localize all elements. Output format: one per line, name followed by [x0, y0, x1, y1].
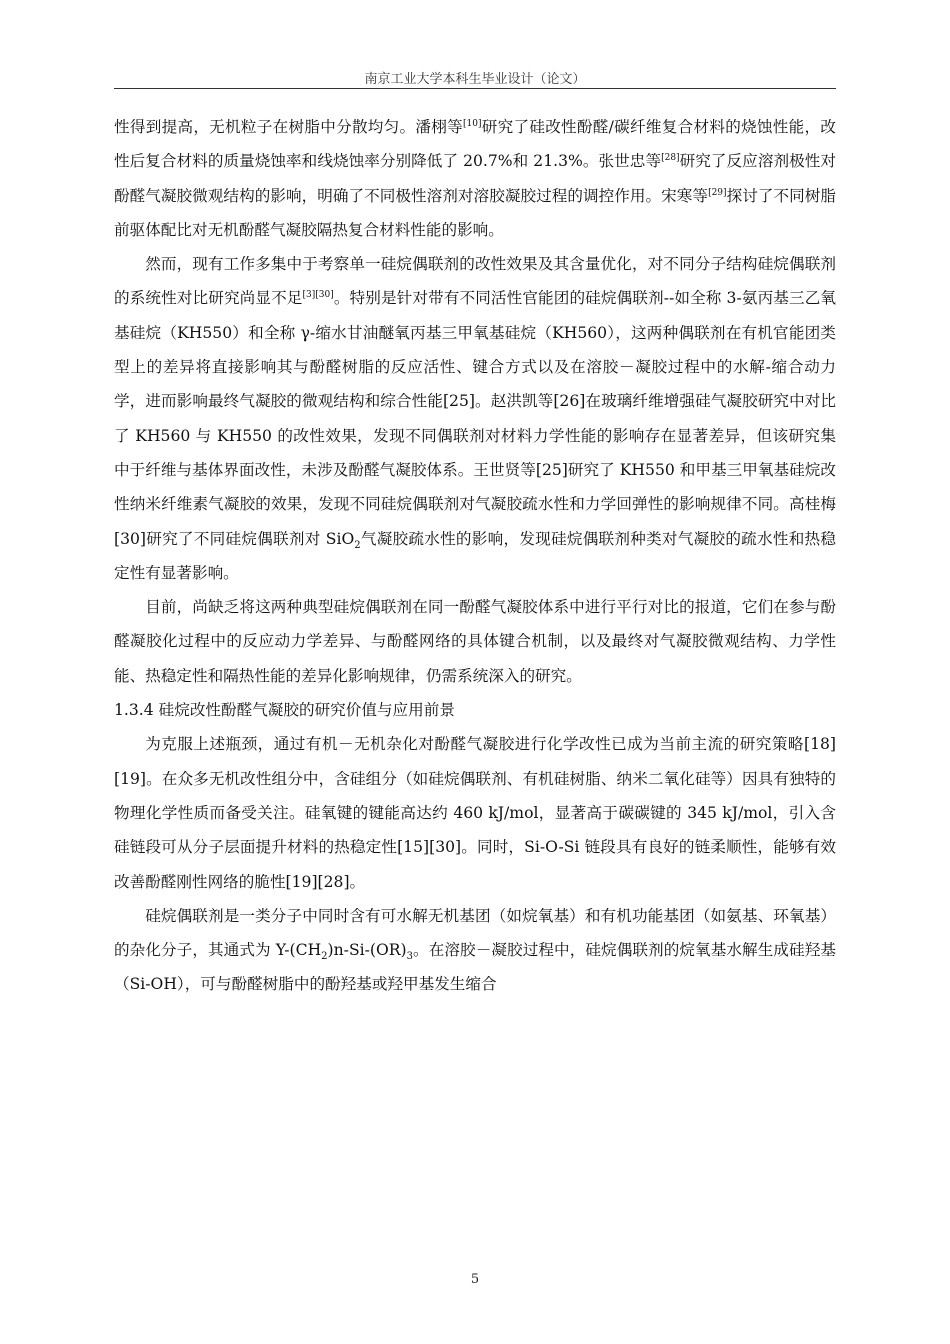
subscript: 3 [406, 951, 413, 963]
header-rule [114, 88, 836, 89]
page-number: 5 [470, 1272, 480, 1287]
citation: [29] [708, 187, 727, 198]
paragraph-2: 然而，现有工作多集中于考察单一硅烷偶联剂的改性效果及其含量优化，对不同分子结构硅烷偶联剂的系统性对比研究尚显不足[3][30]。特别是针对带有不同活性官能团的硅烷偶联剂--如全称 3-氨丙基三乙氧基硅烷（KH550）和全称 γ-缩水甘油醚氧丙基三甲氧基硅烷（KH560），这两种偶联剂在有机官能团类型上的差异将直接影响其与酚醛树脂的反应活性、键合方式以及在溶胶－凝胶过程中的水解-缩合动力学，进而影响最终气凝胶的微观结构和综合性能[25]。赵洪凯等[26]在玻璃纤维增强硅气凝胶研究中对比了 KH560 与 KH550 的改性效果，发现不同偶联剂对材料力学性能的影响存在显著差异，但该研究集中于纤维与基体界面改性，未涉及酚醛气凝胶体系。王世贤等[25]研究了 KH550 和甲基三甲氧基硅烷改性纳米纤维素气凝胶的效果，发现不同硅烷偶联剂对气凝胶疏水性和力学回弹性的影响规律不同。高桂梅[30]研究了不同硅烷偶联剂对 SiO$_2$气凝胶疏水性的影响，发现硅烷偶联剂种类对气凝胶的疏水性和热稳定性有显著影响。 [114, 255, 836, 582]
section-heading: 1.3.4 硅烷改性酚醛气凝胶的研究价值与应用前景 [114, 701, 455, 720]
citation: [3][30] [302, 290, 334, 301]
paragraph-4: 为克服上述瓶颈，通过有机－无机杂化对酚醛气凝胶进行化学改性已成为当前主流的研究策略[18][19]。在众多无机改性组分中，含硅组分（如硅烷偶联剂、有机硅树脂、纳米二氧化硅等）因具有独特的物理化学性质而备受关注。硅氧键的键能高达约 460 kJ/mol，显著高于碳碳键的 345 kJ/mol，引入含硅链段可从分子层面提升材料的热稳定性[15][30]。同时，Si-O-Si 链段具有良好的链柔顺性，能够有效改善酚醛刚性网络的脆性[19][28]。 [114, 735, 836, 891]
subscript: 2 [354, 539, 361, 551]
paragraph-3: 目前，尚缺乏将这两种典型硅烷偶联剂在同一酚醛气凝胶体系中进行平行对比的报道，它们在参与酚醛凝胶化过程中的反应动力学差异、与酚醛网络的具体键合机制，以及最终对气凝胶微观结构、力学性能、热稳定性和隔热性能的差异化影响规律，仍需系统深入的研究。 [114, 598, 836, 685]
paragraph-1: 性得到提高，无机粒子在树脂中分散均匀。潘栩等[10]研究了硅改性酚醛/碳纤维复合材料的烧蚀性能，改性后复合材料的质量烧蚀率和线烧蚀率分别降低了 20.7%和 21.3%。张世忠等[28]研究了反应溶剂极性对酚醛气凝胶微观结构的影响，明确了不同极性溶剂对溶胶凝胶过程的调控作用。宋寒等[29]探讨了不同树脂前驱体配比对无机酚醛气凝胶隔热复合材料性能的影响。 [114, 118, 836, 239]
citation: [10] [462, 118, 482, 129]
subscript: 2 [321, 951, 328, 963]
running-header: 南京工业大学本科生毕业设计（论文） [364, 72, 586, 87]
paragraph-5: 硅烷偶联剂是一类分子中同时含有可水解无机基团（如烷氧基）和有机功能基团（如氨基、环氧基）的杂化分子，其通式为 $Y-(CH_2)n-Si-(OR)_3$。在溶胶－凝胶过程中，硅烷偶联剂的烷氧基水解生成硅羟基（Si-OH），可与酚醛树脂中的酚羟基或羟甲基发生缩合 [114, 906, 836, 994]
citation: [28] [661, 153, 680, 164]
page-body [114, 110, 836, 1002]
